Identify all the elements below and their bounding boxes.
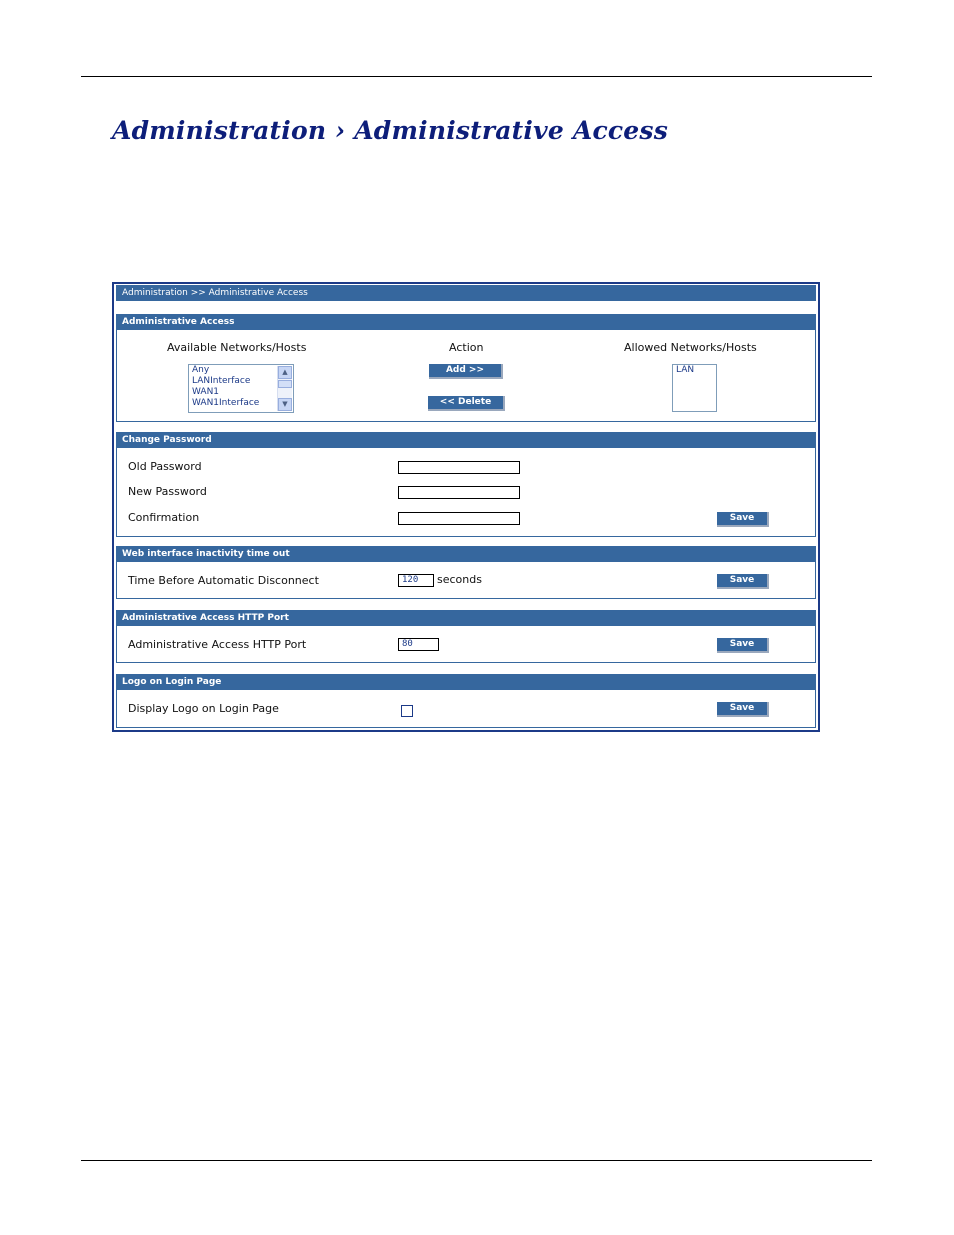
save-timeout-button[interactable]: Save <box>717 574 769 589</box>
scroll-down-icon[interactable]: ▼ <box>278 398 292 411</box>
section-header-admin-access: Administrative Access <box>116 314 816 330</box>
new-password-label: New Password <box>128 485 207 498</box>
breadcrumb: Administration >> Administrative Access <box>116 285 816 301</box>
display-logo-label: Display Logo on Login Page <box>128 702 279 715</box>
confirmation-label: Confirmation <box>128 511 200 524</box>
list-item[interactable]: Any <box>192 365 210 375</box>
confirmation-field[interactable] <box>398 512 520 525</box>
section-timeout <box>116 562 816 599</box>
save-http-port-button[interactable]: Save <box>717 638 769 653</box>
available-networks-label: Available Networks/Hosts <box>167 341 307 354</box>
scroll-up-icon[interactable]: ▲ <box>278 366 292 379</box>
admin-access-panel <box>112 282 820 732</box>
action-label: Action <box>449 341 484 354</box>
save-logo-button[interactable]: Save <box>717 702 769 717</box>
allowed-networks-list[interactable] <box>672 364 717 412</box>
display-logo-checkbox[interactable] <box>401 705 413 717</box>
delete-button[interactable]: << Delete <box>428 396 505 411</box>
new-password-field[interactable] <box>398 486 520 499</box>
list-item[interactable]: WAN1Interface <box>192 398 260 408</box>
list-item[interactable]: LAN <box>676 365 695 375</box>
http-port-label: Administrative Access HTTP Port <box>128 638 307 651</box>
available-networks-list[interactable] <box>188 364 294 413</box>
timeout-unit: seconds <box>437 573 482 586</box>
section-change-password <box>116 448 816 537</box>
top-rule <box>81 76 872 77</box>
timeout-label: Time Before Automatic Disconnect <box>128 574 319 587</box>
list-scrollbar[interactable] <box>277 366 292 411</box>
list-item[interactable]: LANInterface <box>192 376 251 386</box>
scroll-thumb[interactable] <box>278 380 292 388</box>
add-button[interactable]: Add >> <box>429 364 503 379</box>
section-header-change-password: Change Password <box>116 432 816 448</box>
allowed-networks-label: Allowed Networks/Hosts <box>624 341 757 354</box>
section-admin-access <box>116 330 816 422</box>
list-item[interactable]: WAN1 <box>192 387 220 397</box>
old-password-field[interactable] <box>398 461 520 474</box>
section-header-timeout: Web interface inactivity time out <box>116 546 816 562</box>
section-http-port <box>116 626 816 663</box>
old-password-label: Old Password <box>128 460 202 473</box>
section-logo <box>116 690 816 728</box>
bottom-rule <box>81 1160 872 1161</box>
http-port-field[interactable]: 80 <box>398 638 439 651</box>
section-header-http-port: Administrative Access HTTP Port <box>116 610 816 626</box>
section-header-logo: Logo on Login Page <box>116 674 816 690</box>
timeout-field[interactable]: 120 <box>398 574 434 587</box>
page-title: Administration › Administrative Access <box>112 116 668 145</box>
save-password-button[interactable]: Save <box>717 512 769 527</box>
